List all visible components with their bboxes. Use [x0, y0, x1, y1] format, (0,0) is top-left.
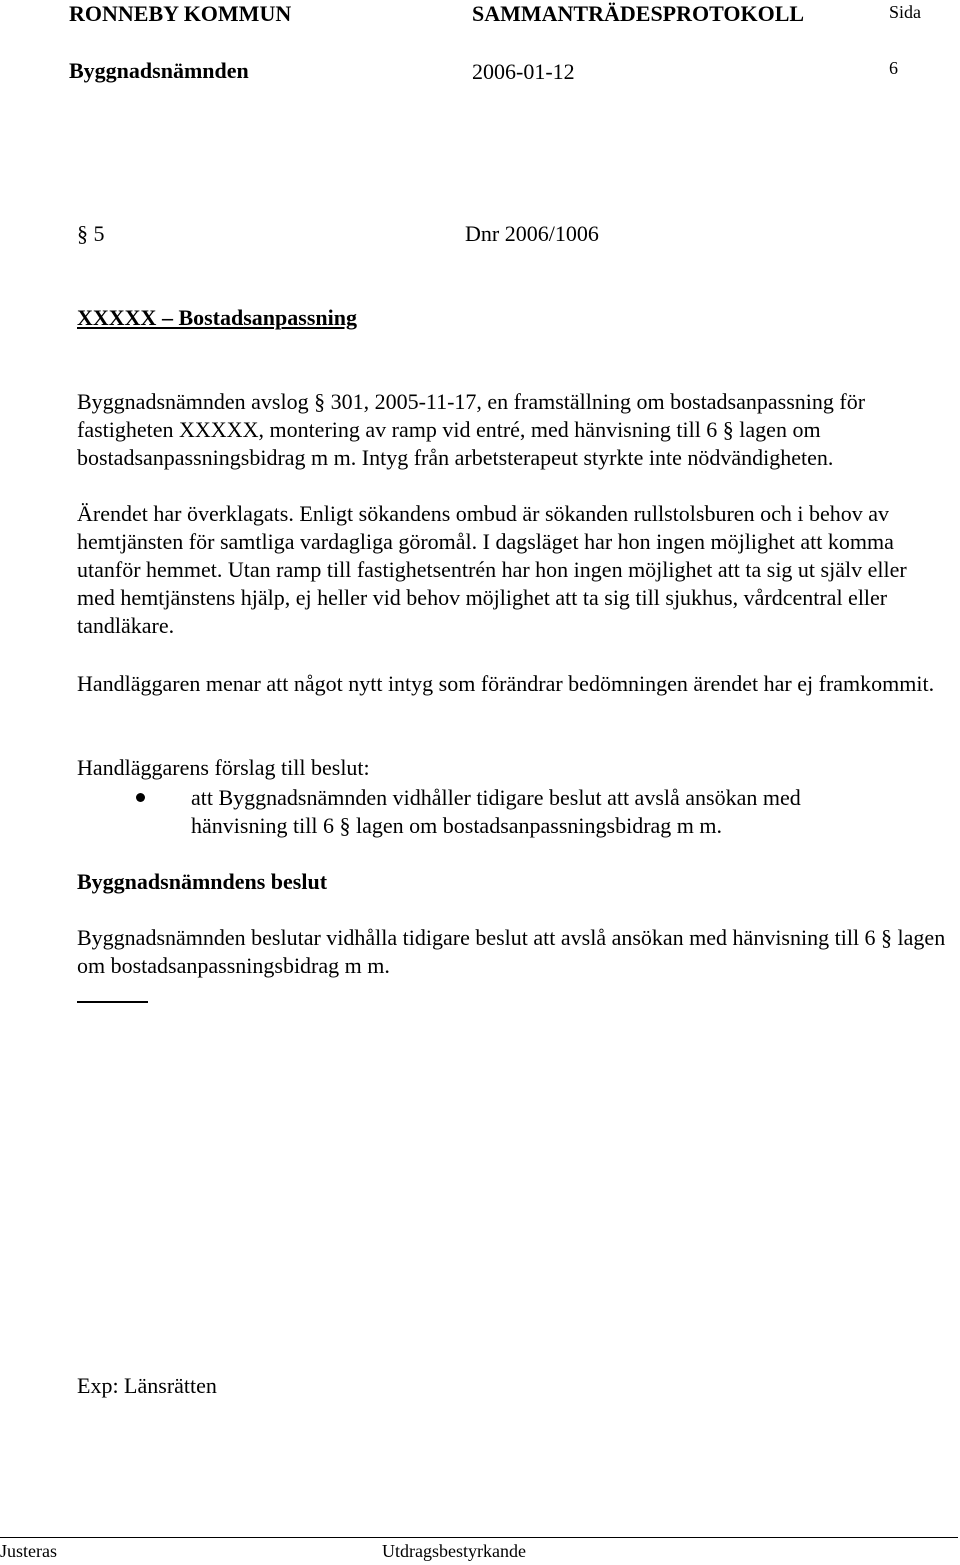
paragraph-text: Handläggaren menar att något nytt intyg som förändrar bedömningen ärendet har ej framkommit. — [77, 671, 935, 696]
bullet-icon — [136, 793, 145, 802]
paragraph-text: Byggnadsnämnden beslutar vidhålla tidigare beslut att avslå ansökan med hänvisning till 6 § lagen om bostadsanpassningsbidrag m m. — [77, 925, 946, 978]
decision-heading: Byggnadsnämndens beslut — [77, 869, 328, 894]
footer-utdragsbestyrkande: Utdragsbestyrkande — [382, 1541, 526, 1561]
document-type: SAMMANTRÄDESPROTOKOLL — [472, 1, 805, 26]
dispatch-note: Exp: Länsrätten — [77, 1373, 217, 1398]
paragraph-reference: § 5 — [77, 221, 105, 246]
proposal-item: att Byggnadsnämnden vidhåller tidigare beslut att avslå ansökan med hänvisning till 6 § lagen om bostadsanpassningsbidrag m m. — [191, 785, 801, 838]
section-title: XXXXX – Bostadsanpassning — [77, 305, 357, 330]
committee-name: Byggnadsnämnden — [69, 58, 249, 83]
page-label: Sida — [889, 2, 922, 22]
footer-divider — [0, 1537, 958, 1538]
paragraph-assessment — [77, 670, 947, 698]
diary-number: Dnr 2006/1006 — [465, 221, 599, 246]
meeting-date: 2006-01-12 — [472, 59, 575, 84]
paragraph-appeal — [77, 500, 947, 640]
paragraph-background — [77, 388, 947, 472]
organization-name: RONNEBY KOMMUN — [69, 1, 292, 26]
footer-justeras: Justeras — [0, 1541, 57, 1561]
paragraph-text: Byggnadsnämnden avslog § 301, 2005-11-17, en framställning om bostadsanpassning för fastigheten XXXXX, montering av ramp vid entré, med hänvisning till 6 § lagen om bostadsanpassningsbidrag m m. Intyg från arbetsterapeut styrkte inte nödvändigheten. — [77, 389, 866, 470]
proposal-heading: Handläggarens förslag till beslut: — [77, 755, 370, 780]
decision-paragraph — [77, 924, 947, 980]
paragraph-text: Ärendet har överklagats. Enligt sökandens ombud är sökanden rullstolsburen och i behov av hemtjänsten för samtliga vardagliga göromål. I dagsläget har hon ingen möjlighet att komma utanför hemmet. Utan ramp till fastighetsentrén har hon ingen möjlighet att ta sig ut själv eller med hemtjänstens hjälp, ej heller vid behov möjlighet att ta sig till sjukhus, vårdcentral eller tandläkare. — [77, 501, 907, 638]
short-divider — [77, 1001, 148, 1003]
page-number: 6 — [889, 58, 898, 78]
